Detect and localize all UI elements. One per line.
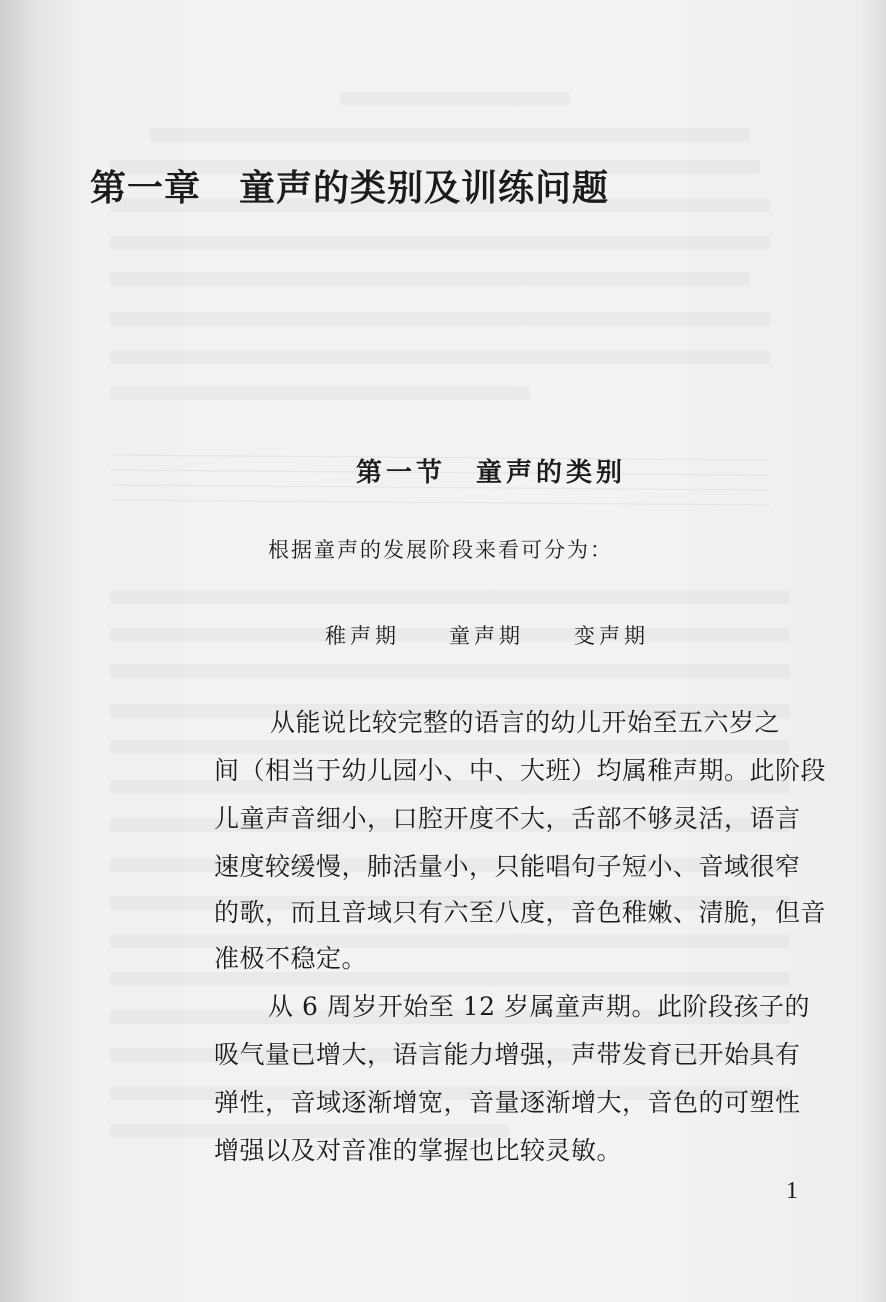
paragraph-line: 从 6 周岁开始至 12 岁属童声期。此阶段孩子的: [268, 992, 811, 1021]
paragraph-line: 增强以及对音准的掌握也比较灵敏。: [214, 1136, 623, 1165]
chapter-number: 第一章: [90, 168, 202, 209]
section-title: [356, 452, 626, 489]
paragraph-line: 准极不稳定。: [214, 944, 368, 973]
chapter-title: [90, 160, 609, 211]
stage-item: 童声期: [449, 624, 524, 648]
section-title-text: 童声的类别: [476, 458, 627, 488]
paragraph-line: 吸气量已增大，语言能力增强，声带发育已开始具有: [214, 1040, 801, 1069]
paragraph-line: 的歌，而且音域只有六至八度，音色稚嫩、清脆，但音: [214, 898, 827, 927]
intro-line: 根据童声的发展阶段来看可分为：: [268, 538, 613, 562]
paragraph-line: 儿童声音细小，口腔开度不大，舌部不够灵活，语言: [214, 804, 801, 833]
chapter-title-text: 童声的类别及训练问题: [239, 168, 610, 209]
page-number: 1: [786, 1178, 798, 1204]
stage-item: 变声期: [574, 624, 649, 648]
paragraph-line: 速度较缓慢，肺活量小，只能唱句子短小、音域很窄: [214, 852, 801, 881]
stage-item: 稚声期: [325, 624, 400, 648]
paragraph-line: 弹性，音域逐渐增宽，音量逐渐增大，音色的可塑性: [214, 1088, 801, 1117]
paragraph-line: 从能说比较完整的语言的幼儿开始至五六岁之: [270, 708, 781, 737]
section-number: 第一节: [356, 458, 447, 488]
paragraph-line: 间（相当于幼儿园小、中、大班）均属稚声期。此阶段: [214, 756, 827, 785]
